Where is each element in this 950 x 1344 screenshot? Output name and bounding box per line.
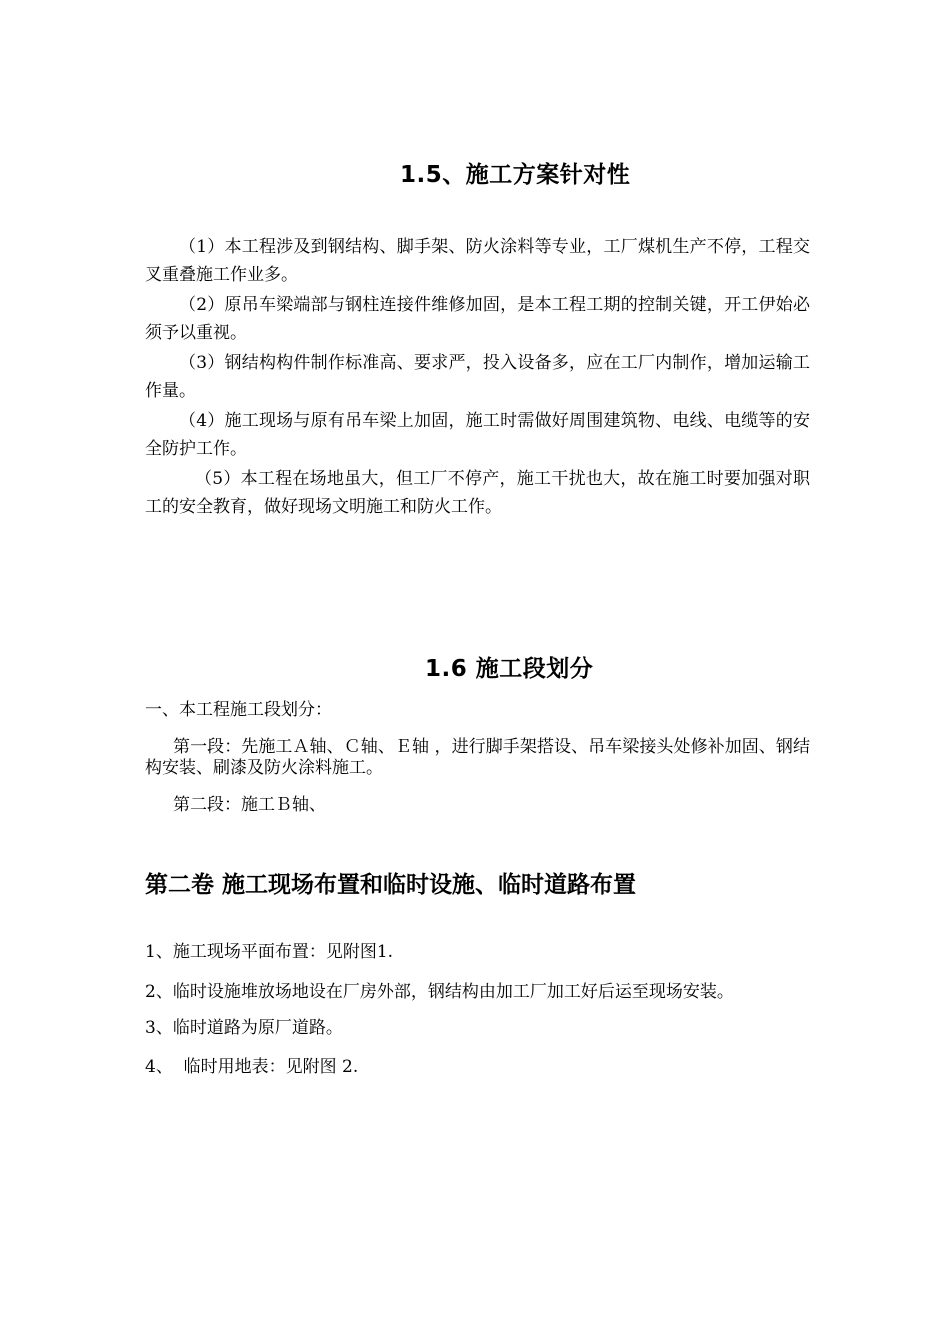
section-1-5-item-3: （3）钢结构构件制作标准高、要求严，投入设备多，应在工厂内制作，增加运输工作量。	[145, 353, 810, 401]
section-1-5-item-1: （1）本工程涉及到钢结构、脚手架、防火涂料等专业，工厂煤机生产不停，工程交叉重叠施工作业多。	[145, 237, 810, 285]
volume-2-item-4: 4、 临时用地表：见附图 2.	[145, 1057, 359, 1077]
section-1-6-stage-2: 第二段：施工Ｂ轴、	[173, 795, 326, 815]
section-1-6-stage-1: 第一段：先施工Ａ轴、Ｃ轴、Ｅ轴 ，进行脚手架搭设、吊车梁接头处修补加固、钢结构安装、刷漆及防火涂料施工。	[145, 737, 810, 778]
volume-2-item-3: 3、临时道路为原厂道路。	[145, 1018, 343, 1038]
volume-2-item-1: 1、施工现场平面布置：见附图1.	[145, 942, 394, 962]
section-1-5-item-4: （4）施工现场与原有吊车梁上加固，施工时需做好周围建筑物、电线、电缆等的安全防护工作。	[145, 411, 810, 459]
volume-2-title: 第二卷 施工现场布置和临时设施、临时道路布置	[145, 872, 637, 898]
volume-2-item-2: 2、临时设施堆放场地设在厂房外部，钢结构由加工厂加工好后运至现场安装。	[145, 982, 734, 1002]
section-1-6-title: 1.6 施工段划分	[425, 656, 594, 682]
section-1-5-title: 1.5、施工方案针对性	[400, 162, 631, 188]
section-1-5-item-2: （2）原吊车梁端部与钢柱连接件维修加固，是本工程工期的控制关键，开工伊始必须予以重视。	[145, 295, 810, 343]
section-1-5-item-5: （5）本工程在场地虽大，但工厂不停产，施工干扰也大，故在施工时要加强对职工的安全教育，做好现场文明施工和防火工作。	[145, 469, 810, 517]
section-1-6-intro: 一、本工程施工段划分：	[145, 700, 332, 720]
